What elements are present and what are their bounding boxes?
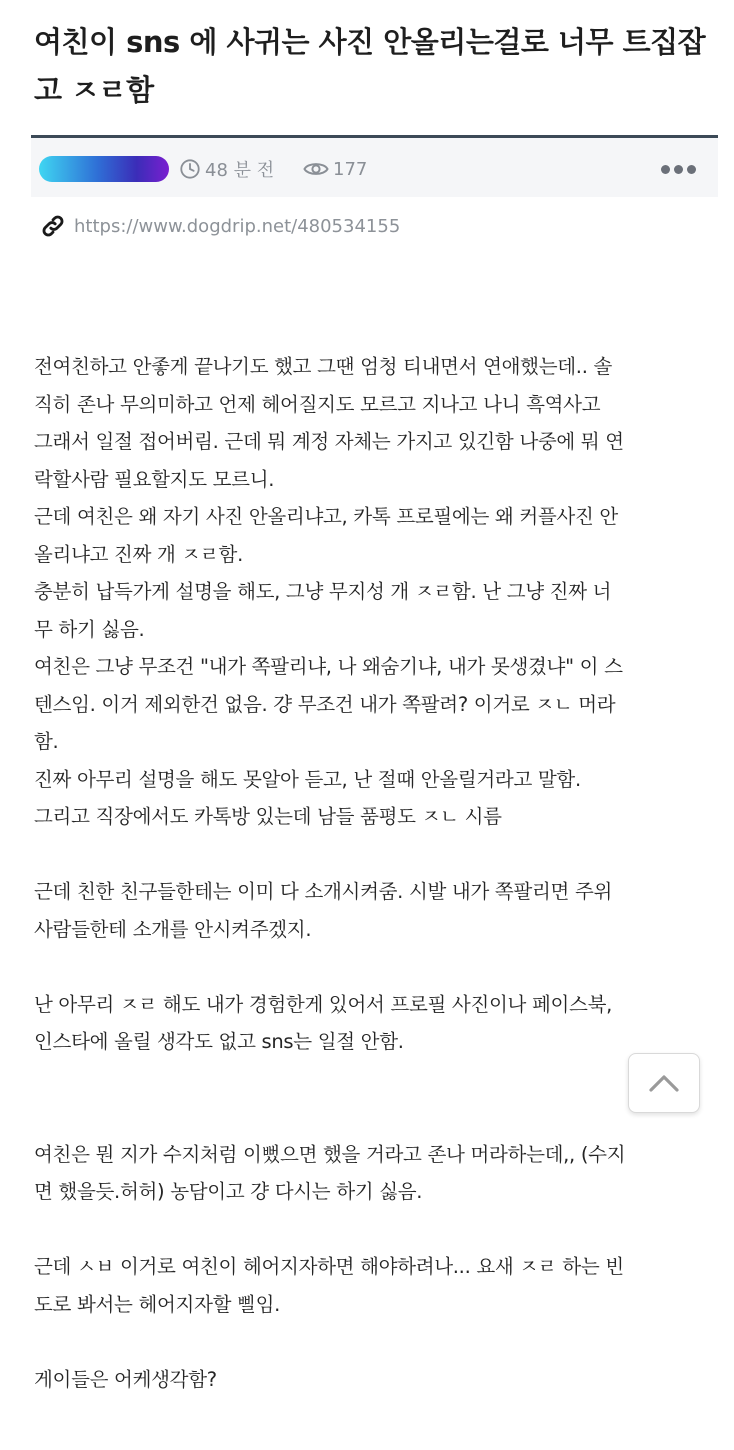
body-text-line: 진짜 아무리 설명을 해도 못알아 듣고, 난 절때 안올릴거라고 말함. xyxy=(34,767,581,791)
body-text-line: 그리고 직장에서도 카톡방 있는데 남들 품평도 ㅈㄴ 시름 xyxy=(34,805,502,828)
post-url-link[interactable]: https://www.dogdrip.net/480534155 xyxy=(74,215,401,237)
body-text-line: 텐스임. 이거 제외한건 없음. 걍 무조건 내가 쪽팔려? 이거로 ㅈㄴ 머라 xyxy=(34,692,616,716)
clock-icon xyxy=(179,158,201,180)
body-blank-line xyxy=(34,1323,724,1361)
body-blank-line xyxy=(34,1098,724,1136)
chevron-up-icon xyxy=(647,1072,681,1094)
post-title: 여친이 sns 에 사귀는 사진 안올리는걸로 너무 트집잡고 ㅈㄹ함 xyxy=(34,25,706,107)
post-body xyxy=(34,348,724,1398)
body-text-line: 근데 여친은 왜 자기 사진 안올리냐고, 카톡 프로필에는 왜 커플사진 안 xyxy=(34,505,618,528)
eye-icon xyxy=(303,159,329,179)
more-dot xyxy=(674,165,683,174)
body-text-line: 무 하기 싫음. xyxy=(34,617,145,641)
body-text-line: 인스타에 올릴 생각도 없고 sns는 일절 안함. xyxy=(34,1030,404,1053)
body-text-line: 함. xyxy=(34,730,59,753)
post-views-count: 177 xyxy=(333,158,368,180)
post-url-row xyxy=(40,210,400,242)
body-text-line: 락할사람 필요할지도 모르니. xyxy=(34,467,275,491)
post-time xyxy=(179,156,274,182)
body-text-line: 도로 봐서는 헤어지자할 삘임. xyxy=(34,1292,281,1316)
body-text-line: 여친은 그냥 무조건 "내가 쪽팔리냐, 나 왜숨기냐, 내가 못생겼냐" 이 스 xyxy=(34,655,623,678)
body-text-line: 면 했을듯.허허) 농담이고 걍 다시는 하기 싫음. xyxy=(34,1180,423,1203)
body-blank-line xyxy=(34,948,724,986)
body-text-line: 그래서 일절 접어버림. 근데 뭐 계정 자체는 가지고 있긴함 나중에 뭐 연 xyxy=(34,430,624,453)
body-text-line: 전여친하고 안좋게 끝나기도 했고 그땐 엄청 티내면서 연애했는데.. 솔 xyxy=(34,355,613,378)
scroll-top-button[interactable] xyxy=(628,1053,700,1113)
post-views xyxy=(303,156,367,182)
body-blank-line xyxy=(34,1211,724,1249)
author-name-badge[interactable] xyxy=(39,156,169,182)
more-dot xyxy=(687,165,696,174)
body-text-line: 여친은 뭔 지가 수지처럼 이뻤으면 했을 거라고 존나 머라하는데,, (수지 xyxy=(34,1142,626,1166)
more-options-button[interactable] xyxy=(658,156,698,182)
body-text-line: 게이들은 어케생각함? xyxy=(34,1367,217,1391)
body-text-line: 난 아무리 ㅈㄹ 해도 내가 경험한게 있어서 프로필 사진이나 페이스북, xyxy=(34,992,613,1016)
more-dots-icon xyxy=(661,165,670,174)
body-text-line: 올리냐고 진짜 개 ㅈㄹ함. xyxy=(34,542,243,566)
body-text-line: 사람들한테 소개를 안시켜주겠지. xyxy=(34,917,312,941)
link-icon xyxy=(40,213,66,239)
body-blank-line xyxy=(34,1061,724,1099)
body-text-line: 근데 친한 친구들한테는 이미 다 소개시켜줌. 시발 내가 쪽팔리면 주위 xyxy=(34,880,613,903)
post-meta-bar xyxy=(31,135,718,197)
body-text-line: 근데 ㅅㅂ 이거로 여친이 헤어지자하면 해야하려나... 요새 ㅈㄹ 하는 빈 xyxy=(34,1255,624,1278)
post-time-text: 48 분 전 xyxy=(205,160,275,181)
body-text-line: 충분히 납득가게 설명을 해도, 그냥 무지성 개 ㅈㄹ함. 난 그냥 진짜 너 xyxy=(34,580,612,603)
body-text-line: 직히 존나 무의미하고 언제 헤어질지도 모르고 지나고 나니 흑역사고 xyxy=(34,392,601,416)
body-blank-line xyxy=(34,836,724,874)
